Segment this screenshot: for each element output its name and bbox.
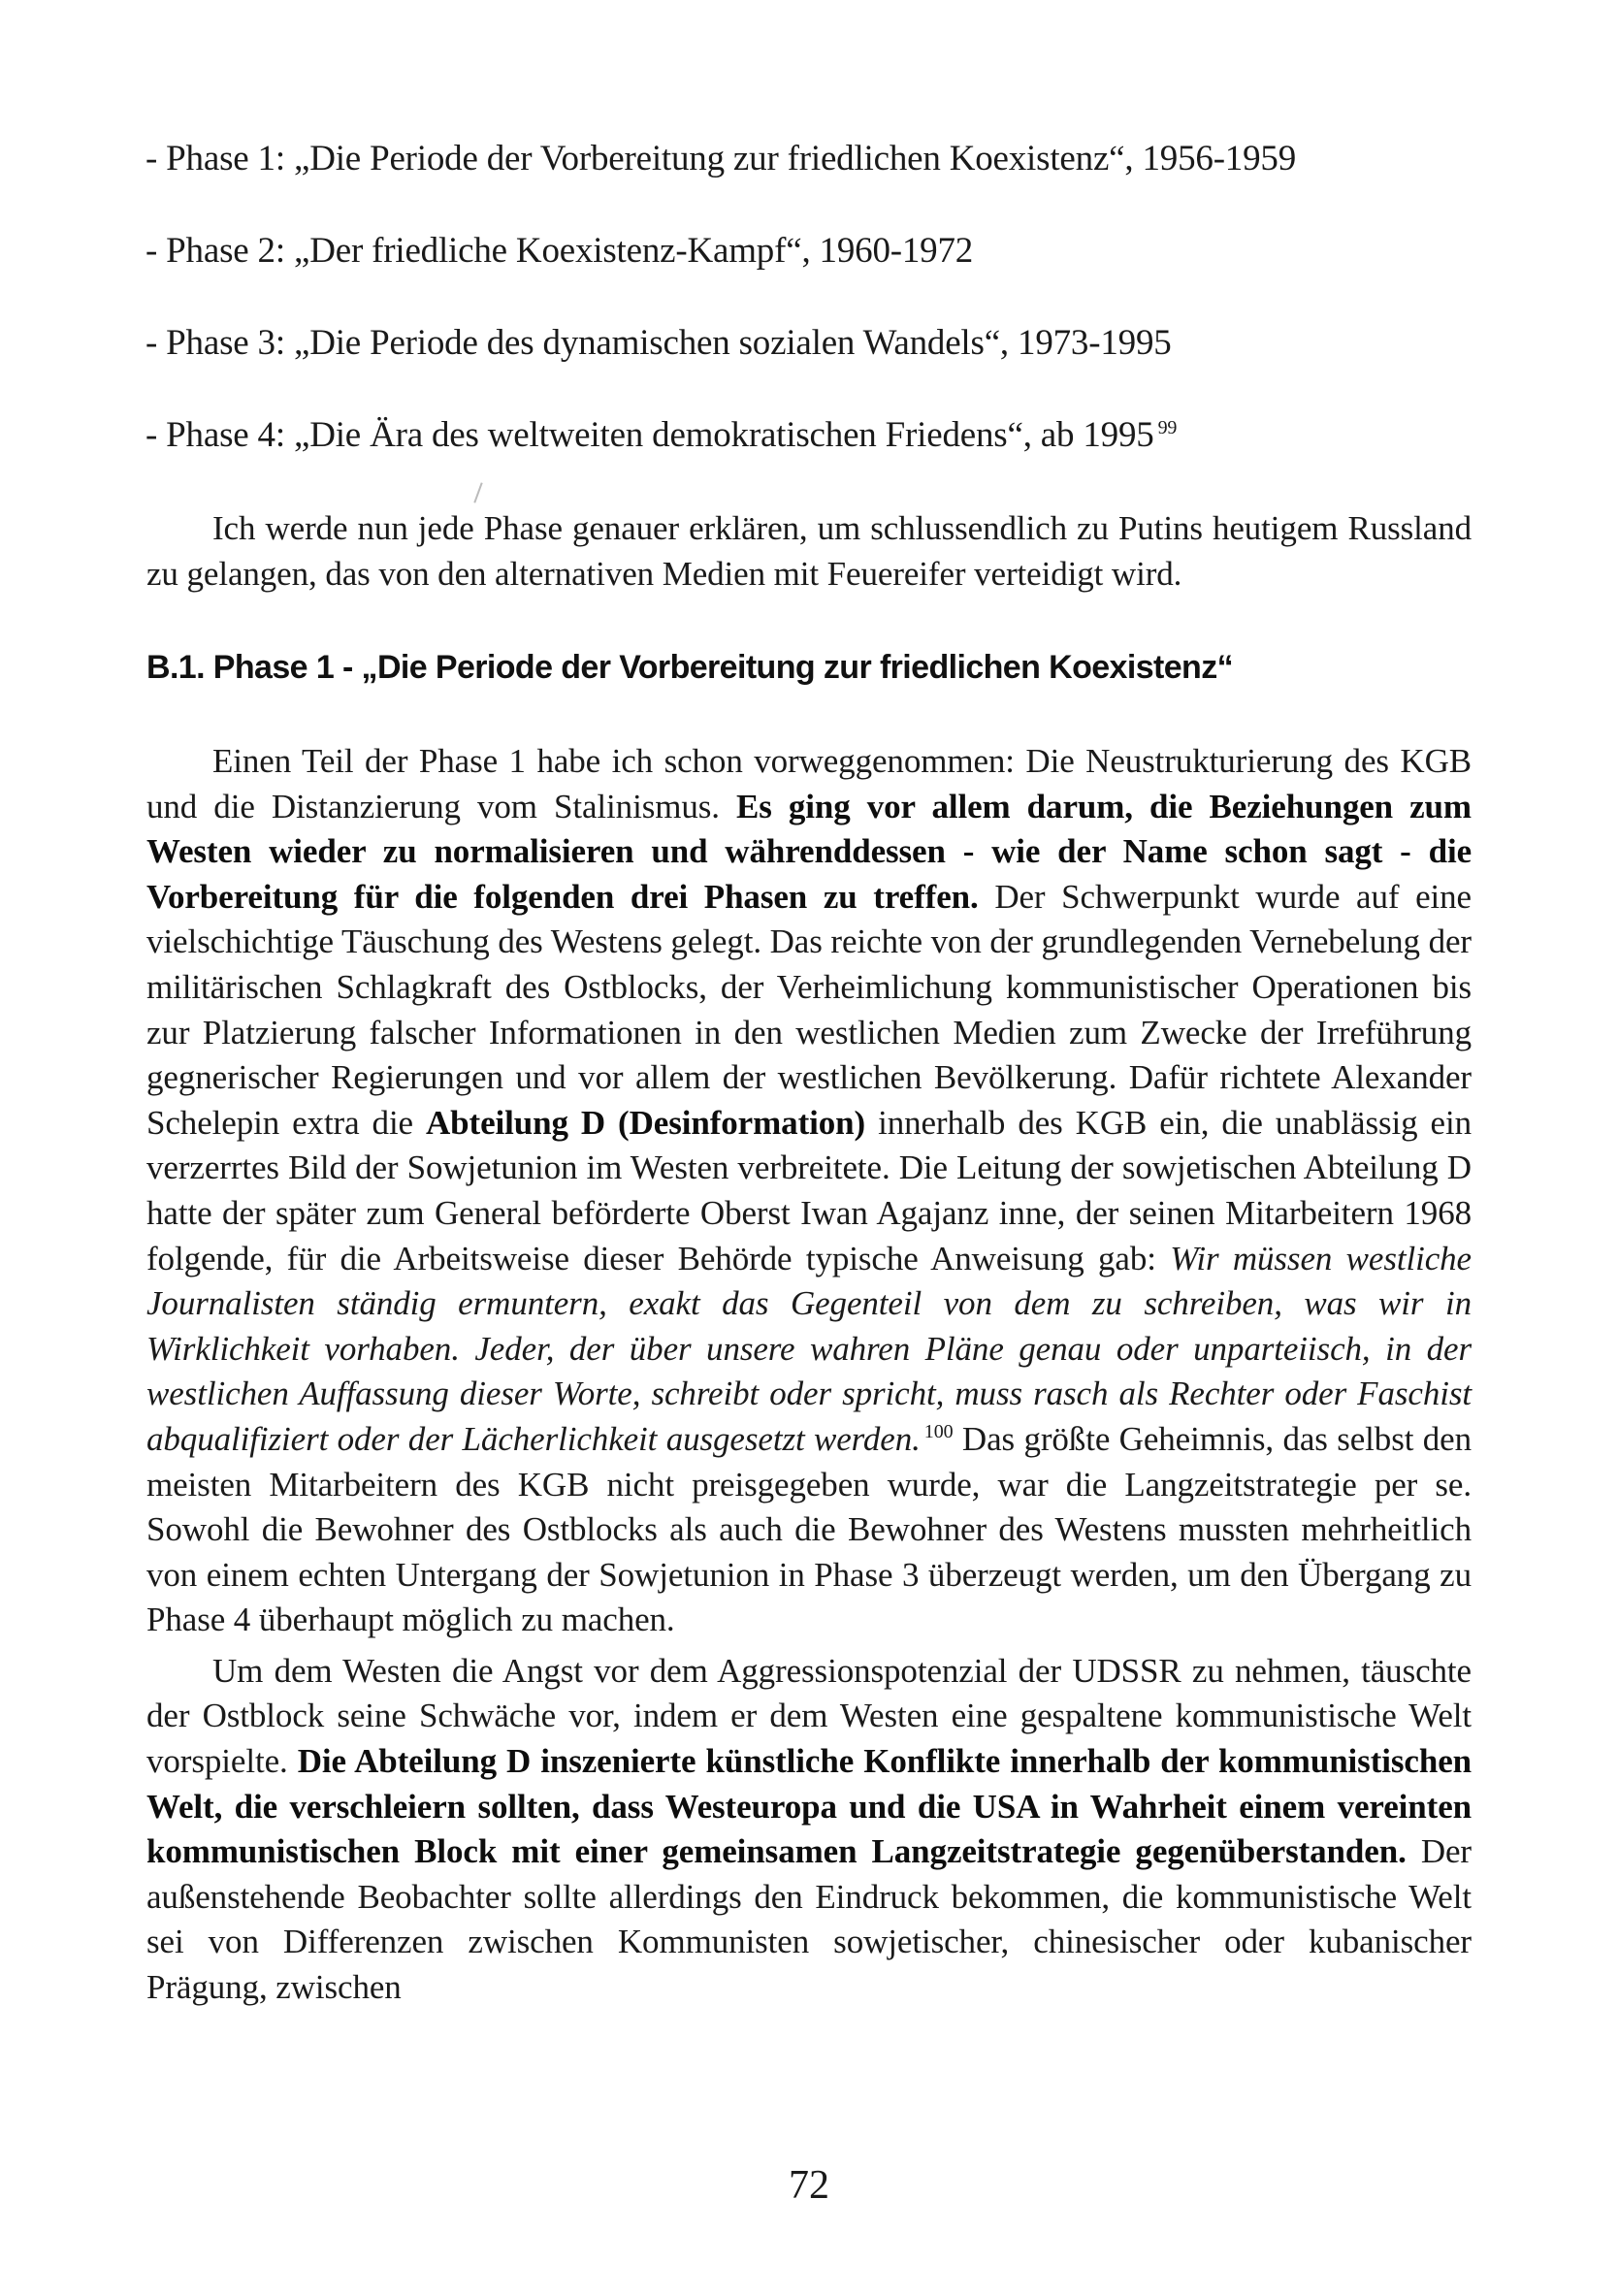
text-run: Der Schwerpunkt wurde auf eine vielschichtige Täuschung des Westens gelegt. Das reichte von der grundlegenden Vernebelung der militärischen Schlagkraft des Ostblocks, der Verheimlichung kommunistischer Operationen bis zur Platzierung falscher Informationen in den westlichen Medien zum Zwecke der Irreführung gegnerischer Regierungen und vor allem der westlichen Bevölkerung. Dafür richtete Alexander Schelepin extra die [146, 877, 1472, 1142]
phase-years: , 1956-1959 [1124, 139, 1297, 178]
text-run: Der außenstehende Beobachter sollte allerdings den Eindruck bekommen, die kommunistische Welt sei von Differenzen zwischen Kommunisten sowjetischer, chinesischer oder kubanischer Prägung, zwischen [146, 1832, 1472, 2007]
phase-title: „Die Periode des dynamischen sozialen Wandels“ [293, 323, 1000, 363]
main-body [146, 739, 1472, 2011]
footnote-ref: 100 [923, 1421, 954, 1443]
phase-years: , 1973-1995 [999, 323, 1172, 363]
phase-years: , ab 1995 [1022, 415, 1154, 455]
body-paragraph [146, 1649, 1472, 2011]
bold-emphasis: Abteilung D (Desinformation) [425, 1103, 866, 1142]
italic-quote: Wir müssen westliche Journalisten ständig ermuntern, exakt das Gegenteil von dem zu schreiben, was wir in Wirklichkeit vorhaben. Jeder, der über unsere wahren Pläne genau oder unparteiisch, in der westlichen Auffassung dieser Worte, schreibt oder spricht, muss rasch als Rechter oder Faschist abqualifiziert oder der Lächerlichkeit ausgesetzt werden. [146, 1239, 1472, 1458]
phase-list [146, 138, 1504, 506]
bold-emphasis: Die Abteilung D inszenierte künstliche Konflikte innerhalb der kommunistischen Welt, die verschleiern sollten, dass Westeuropa und die USA in Wahrheit einem vereinten kommunistischen Block mit einer gemeinsamen Langzeitstrategie gegenüberstanden. [146, 1742, 1472, 1871]
phase-label: - Phase 3: [146, 323, 294, 363]
phase-label: - Phase 4: [146, 415, 294, 455]
page-number: 72 [789, 2163, 829, 2208]
section-heading: B.1. Phase 1 - „Die Periode der Vorbereitung zur friedlichen Koexistenz“ [146, 649, 1234, 686]
phase-item-1 [146, 138, 1504, 180]
phase-title: „Die Periode der Vorbereitung zur friedlichen Koexistenz“ [293, 139, 1125, 178]
phase-item-3 [146, 322, 1504, 365]
bold-emphasis: Es ging vor allem darum, die Beziehungen zum Westen wieder zu normalisieren und währenddessen - wie der Name schon sagt - die Vorbereitung für die folgenden drei Phasen zu treffen. [146, 787, 1472, 916]
phase-title: „Der friedliche Koexistenz-Kampf“ [293, 231, 802, 271]
phase-label: - Phase 1: [146, 139, 294, 178]
phase-title: „Die Ära des weltweiten demokratischen Friedens“ [293, 415, 1023, 455]
body-paragraph [146, 739, 1472, 1643]
phase-item-4 [146, 414, 1504, 457]
phase-item-2 [146, 230, 1504, 273]
footnote-ref: 99 [1157, 416, 1178, 438]
text-run: Um dem Westen die Angst vor dem Aggressionspotenzial der UDSSR zu nehmen, täuschte der Ostblock seine Schwäche vor, indem er dem Westen eine gespaltene kommunistische Welt vorspielte. [146, 1651, 1472, 1781]
text-run: innerhalb des KGB ein, die unablässig ein verzerrtes Bild der Sowjetunion im Westen verbreitete. Die Leitung der sowjetischen Abteilung D hatte der später zum General beförderte Oberst Iwan Agajanz inne, der seinen Mitarbeitern 1968 folgende, für die Arbeitsweise dieser Behörde typische Anweisung gab: [146, 1103, 1472, 1277]
text-run: Einen Teil der Phase 1 habe ich schon vorweggenommen: Die Neustrukturierung des KGB und die Distanzierung vom Stalinismus. [146, 742, 1472, 825]
intro-section [146, 506, 1472, 597]
text-run: Das größte Geheimnis, das selbst den meisten Mitarbeitern des KGB nicht preisgegeben wurde, war die Langzeitstrategie per se. Sowohl die Bewohner des Ostblocks als auch die Bewohner des Westens mussten mehrheitlich von einem echten Untergang der Sowjetunion in Phase 3 überzeugt werden, um den Übergang zu Phase 4 überhaupt möglich zu machen. [146, 1419, 1472, 1639]
phase-label: - Phase 2: [146, 231, 294, 271]
phase-years: , 1960-1972 [801, 231, 974, 271]
intro-paragraph: Ich werde nun jede Phase genauer erklären, um schlussendlich zu Putins heutigem Russland zu gelangen, das von den alternativen Medien mit Feuereifer verteidigt wird. [146, 509, 1472, 593]
